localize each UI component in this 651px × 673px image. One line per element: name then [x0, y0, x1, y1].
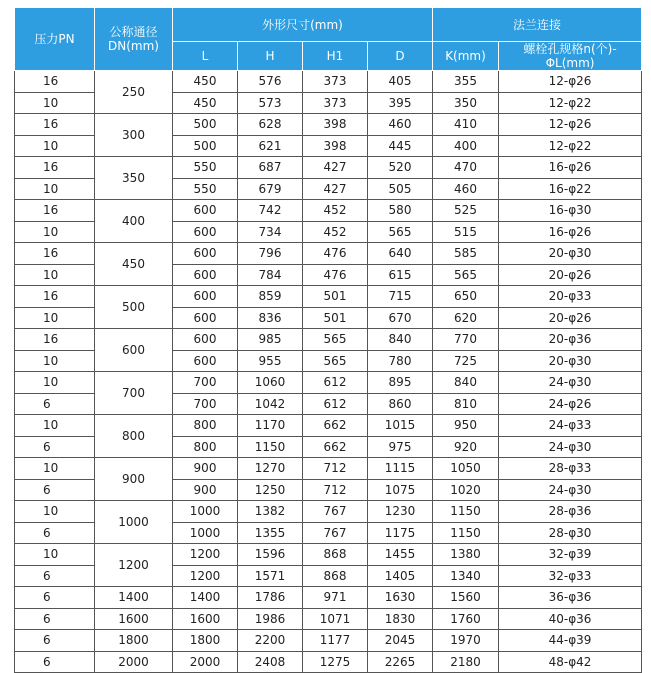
cell-l: 1600 [173, 608, 238, 630]
cell-h1: 767 [303, 522, 368, 544]
cell-l: 500 [173, 114, 238, 136]
spec-table-container [14, 7, 642, 673]
cell-h1: 565 [303, 350, 368, 372]
table-row [15, 608, 642, 630]
cell-d: 670 [368, 307, 433, 329]
cell-bolt: 24-φ30 [499, 436, 642, 458]
cell-k: 515 [433, 221, 499, 243]
nominal-diameter-header [95, 8, 173, 71]
cell-h: 859 [238, 286, 303, 308]
cell-bolt: 16-φ22 [499, 178, 642, 200]
cell-l: 1200 [173, 544, 238, 566]
cell-d: 395 [368, 92, 433, 114]
cell-bolt: 28-φ33 [499, 458, 642, 480]
cell-h1: 501 [303, 307, 368, 329]
cell-bolt: 20-φ36 [499, 329, 642, 351]
table-body [15, 71, 642, 673]
nominal-diameter-cell: 500 [95, 286, 173, 329]
cell-h: 734 [238, 221, 303, 243]
cell-bolt: 16-φ26 [499, 221, 642, 243]
nominal-diameter-cell: 450 [95, 243, 173, 286]
cell-bolt: 20-φ33 [499, 286, 642, 308]
dn-header-line1: 公称通径 [109, 25, 158, 39]
cell-h: 1596 [238, 544, 303, 566]
cell-d: 405 [368, 71, 433, 93]
cell-d: 860 [368, 393, 433, 415]
dn-header-line2: DN(mm) [108, 39, 159, 53]
pressure-cell: 6 [15, 565, 95, 587]
cell-k: 770 [433, 329, 499, 351]
pressure-cell: 6 [15, 393, 95, 415]
cell-h1: 662 [303, 415, 368, 437]
cell-d: 715 [368, 286, 433, 308]
cell-h: 742 [238, 200, 303, 222]
cell-l: 600 [173, 221, 238, 243]
table-row [15, 114, 642, 136]
cell-l: 450 [173, 71, 238, 93]
cell-k: 350 [433, 92, 499, 114]
cell-h: 1150 [238, 436, 303, 458]
pressure-cell: 16 [15, 71, 95, 93]
pressure-cell: 6 [15, 608, 95, 630]
cell-bolt: 36-φ36 [499, 587, 642, 609]
cell-h1: 868 [303, 565, 368, 587]
cell-k: 620 [433, 307, 499, 329]
cell-h1: 476 [303, 243, 368, 265]
nominal-diameter-cell: 1400 [95, 587, 173, 609]
cell-d: 1455 [368, 544, 433, 566]
cell-bolt: 12-φ22 [499, 92, 642, 114]
cell-d: 1830 [368, 608, 433, 630]
column-header-h: H [238, 42, 303, 71]
cell-h1: 373 [303, 71, 368, 93]
cell-bolt: 20-φ26 [499, 307, 642, 329]
nominal-diameter-cell: 400 [95, 200, 173, 243]
cell-k: 400 [433, 135, 499, 157]
pressure-cell: 10 [15, 221, 95, 243]
pressure-cell: 10 [15, 307, 95, 329]
cell-h: 1170 [238, 415, 303, 437]
cell-h1: 452 [303, 200, 368, 222]
pressure-cell: 16 [15, 200, 95, 222]
cell-l: 2000 [173, 651, 238, 673]
cell-h: 1250 [238, 479, 303, 501]
cell-h1: 612 [303, 372, 368, 394]
table-row [15, 501, 642, 523]
cell-h: 576 [238, 71, 303, 93]
cell-l: 1400 [173, 587, 238, 609]
cell-bolt: 20-φ30 [499, 350, 642, 372]
cell-h: 955 [238, 350, 303, 372]
nominal-diameter-cell: 1200 [95, 544, 173, 587]
flange-group-header: 法兰连接 [433, 8, 642, 42]
cell-bolt: 32-φ39 [499, 544, 642, 566]
cell-h: 1571 [238, 565, 303, 587]
pressure-cell: 10 [15, 415, 95, 437]
cell-d: 1115 [368, 458, 433, 480]
cell-k: 1020 [433, 479, 499, 501]
cell-l: 1800 [173, 630, 238, 652]
table-header [15, 8, 642, 71]
cell-d: 895 [368, 372, 433, 394]
cell-d: 615 [368, 264, 433, 286]
nominal-diameter-cell: 250 [95, 71, 173, 114]
cell-h1: 501 [303, 286, 368, 308]
cell-h: 687 [238, 157, 303, 179]
column-header-k: K(mm) [433, 42, 499, 71]
pressure-cell: 10 [15, 501, 95, 523]
cell-d: 565 [368, 221, 433, 243]
cell-k: 460 [433, 178, 499, 200]
cell-k: 1150 [433, 501, 499, 523]
cell-bolt: 40-φ36 [499, 608, 642, 630]
nominal-diameter-cell: 300 [95, 114, 173, 157]
column-header-l: L [173, 42, 238, 71]
table-row [15, 651, 642, 673]
cell-l: 700 [173, 393, 238, 415]
cell-h: 621 [238, 135, 303, 157]
cell-k: 950 [433, 415, 499, 437]
cell-d: 1405 [368, 565, 433, 587]
pressure-cell: 6 [15, 587, 95, 609]
cell-l: 1000 [173, 522, 238, 544]
cell-l: 800 [173, 436, 238, 458]
cell-h1: 427 [303, 157, 368, 179]
pressure-cell: 10 [15, 178, 95, 200]
cell-k: 920 [433, 436, 499, 458]
cell-h: 796 [238, 243, 303, 265]
nominal-diameter-cell: 900 [95, 458, 173, 501]
cell-d: 505 [368, 178, 433, 200]
cell-l: 1000 [173, 501, 238, 523]
cell-h: 1786 [238, 587, 303, 609]
cell-h1: 476 [303, 264, 368, 286]
cell-bolt: 24-φ30 [499, 479, 642, 501]
cell-l: 600 [173, 350, 238, 372]
pressure-cell: 6 [15, 436, 95, 458]
cell-bolt: 12-φ26 [499, 114, 642, 136]
nominal-diameter-cell: 350 [95, 157, 173, 200]
cell-h: 1382 [238, 501, 303, 523]
cell-h1: 712 [303, 479, 368, 501]
cell-h1: 1177 [303, 630, 368, 652]
cell-l: 550 [173, 178, 238, 200]
cell-bolt: 24-φ26 [499, 393, 642, 415]
cell-k: 1380 [433, 544, 499, 566]
cell-k: 470 [433, 157, 499, 179]
table-row [15, 458, 642, 480]
cell-k: 1560 [433, 587, 499, 609]
cell-bolt: 48-φ42 [499, 651, 642, 673]
cell-l: 1200 [173, 565, 238, 587]
pressure-cell: 6 [15, 651, 95, 673]
table-row [15, 200, 642, 222]
cell-d: 445 [368, 135, 433, 157]
pressure-cell: 10 [15, 350, 95, 372]
nominal-diameter-cell: 700 [95, 372, 173, 415]
cell-bolt: 24-φ33 [499, 415, 642, 437]
cell-l: 600 [173, 264, 238, 286]
pressure-cell: 16 [15, 286, 95, 308]
cell-l: 700 [173, 372, 238, 394]
column-header-h1: H1 [303, 42, 368, 71]
pressure-cell: 6 [15, 522, 95, 544]
cell-bolt: 16-φ26 [499, 157, 642, 179]
cell-k: 410 [433, 114, 499, 136]
cell-l: 900 [173, 458, 238, 480]
cell-h: 2408 [238, 651, 303, 673]
cell-k: 840 [433, 372, 499, 394]
cell-h: 1355 [238, 522, 303, 544]
table-row [15, 630, 642, 652]
cell-bolt: 20-φ30 [499, 243, 642, 265]
cell-bolt: 28-φ36 [499, 501, 642, 523]
cell-d: 975 [368, 436, 433, 458]
cell-h: 1270 [238, 458, 303, 480]
column-header-d: D [368, 42, 433, 71]
cell-bolt: 32-φ33 [499, 565, 642, 587]
cell-bolt: 20-φ26 [499, 264, 642, 286]
cell-k: 1970 [433, 630, 499, 652]
cell-h1: 398 [303, 135, 368, 157]
table-row [15, 286, 642, 308]
pressure-cell: 10 [15, 372, 95, 394]
cell-d: 840 [368, 329, 433, 351]
pressure-cell: 10 [15, 135, 95, 157]
cell-bolt: 12-φ26 [499, 71, 642, 93]
cell-l: 600 [173, 200, 238, 222]
column-header-bolt: 螺栓孔规格n(个)-ΦL(mm) [499, 42, 642, 71]
cell-d: 1015 [368, 415, 433, 437]
cell-d: 640 [368, 243, 433, 265]
cell-h: 784 [238, 264, 303, 286]
cell-k: 355 [433, 71, 499, 93]
table-row [15, 587, 642, 609]
pressure-cell: 16 [15, 243, 95, 265]
pressure-cell: 16 [15, 114, 95, 136]
cell-h1: 612 [303, 393, 368, 415]
nominal-diameter-cell: 800 [95, 415, 173, 458]
cell-bolt: 16-φ30 [499, 200, 642, 222]
cell-l: 600 [173, 307, 238, 329]
cell-h1: 868 [303, 544, 368, 566]
pressure-cell: 16 [15, 329, 95, 351]
cell-k: 2180 [433, 651, 499, 673]
nominal-diameter-cell: 1600 [95, 608, 173, 630]
cell-k: 1050 [433, 458, 499, 480]
cell-bolt: 12-φ22 [499, 135, 642, 157]
cell-d: 780 [368, 350, 433, 372]
cell-h1: 398 [303, 114, 368, 136]
cell-h1: 373 [303, 92, 368, 114]
table-row [15, 415, 642, 437]
table-row [15, 243, 642, 265]
cell-h1: 662 [303, 436, 368, 458]
cell-h: 836 [238, 307, 303, 329]
cell-k: 1150 [433, 522, 499, 544]
cell-l: 600 [173, 243, 238, 265]
dimensions-group-header: 外形尺寸(mm) [173, 8, 433, 42]
cell-d: 1175 [368, 522, 433, 544]
table-row [15, 544, 642, 566]
cell-h1: 1071 [303, 608, 368, 630]
table-row [15, 157, 642, 179]
cell-h: 679 [238, 178, 303, 200]
cell-bolt: 44-φ39 [499, 630, 642, 652]
pressure-cell: 10 [15, 458, 95, 480]
pressure-header: 压力PN [15, 8, 95, 71]
cell-h1: 1275 [303, 651, 368, 673]
cell-k: 525 [433, 200, 499, 222]
cell-h1: 971 [303, 587, 368, 609]
cell-d: 2045 [368, 630, 433, 652]
cell-bolt: 24-φ30 [499, 372, 642, 394]
nominal-diameter-cell: 1000 [95, 501, 173, 544]
cell-l: 500 [173, 135, 238, 157]
cell-l: 550 [173, 157, 238, 179]
cell-h: 573 [238, 92, 303, 114]
cell-k: 725 [433, 350, 499, 372]
cell-k: 565 [433, 264, 499, 286]
pressure-cell: 6 [15, 479, 95, 501]
pressure-cell: 6 [15, 630, 95, 652]
cell-h: 1042 [238, 393, 303, 415]
pressure-cell: 10 [15, 264, 95, 286]
cell-h1: 565 [303, 329, 368, 351]
table-row [15, 71, 642, 93]
nominal-diameter-cell: 2000 [95, 651, 173, 673]
cell-k: 585 [433, 243, 499, 265]
cell-h: 1060 [238, 372, 303, 394]
cell-h1: 427 [303, 178, 368, 200]
pressure-cell: 10 [15, 544, 95, 566]
cell-d: 1630 [368, 587, 433, 609]
cell-h1: 712 [303, 458, 368, 480]
nominal-diameter-cell: 600 [95, 329, 173, 372]
cell-l: 900 [173, 479, 238, 501]
cell-l: 600 [173, 329, 238, 351]
cell-l: 600 [173, 286, 238, 308]
cell-h: 1986 [238, 608, 303, 630]
nominal-diameter-cell: 1800 [95, 630, 173, 652]
cell-d: 580 [368, 200, 433, 222]
cell-bolt: 28-φ30 [499, 522, 642, 544]
pressure-cell: 16 [15, 157, 95, 179]
cell-h1: 767 [303, 501, 368, 523]
cell-k: 810 [433, 393, 499, 415]
pressure-cell: 10 [15, 92, 95, 114]
cell-d: 2265 [368, 651, 433, 673]
cell-k: 1340 [433, 565, 499, 587]
cell-k: 1760 [433, 608, 499, 630]
cell-d: 520 [368, 157, 433, 179]
cell-h: 985 [238, 329, 303, 351]
cell-h: 628 [238, 114, 303, 136]
cell-d: 1230 [368, 501, 433, 523]
cell-d: 1075 [368, 479, 433, 501]
table-row [15, 329, 642, 351]
cell-h: 2200 [238, 630, 303, 652]
cell-h1: 452 [303, 221, 368, 243]
cell-l: 450 [173, 92, 238, 114]
cell-l: 800 [173, 415, 238, 437]
cell-k: 650 [433, 286, 499, 308]
cell-d: 460 [368, 114, 433, 136]
valve-dimension-table [14, 7, 642, 673]
table-row [15, 372, 642, 394]
